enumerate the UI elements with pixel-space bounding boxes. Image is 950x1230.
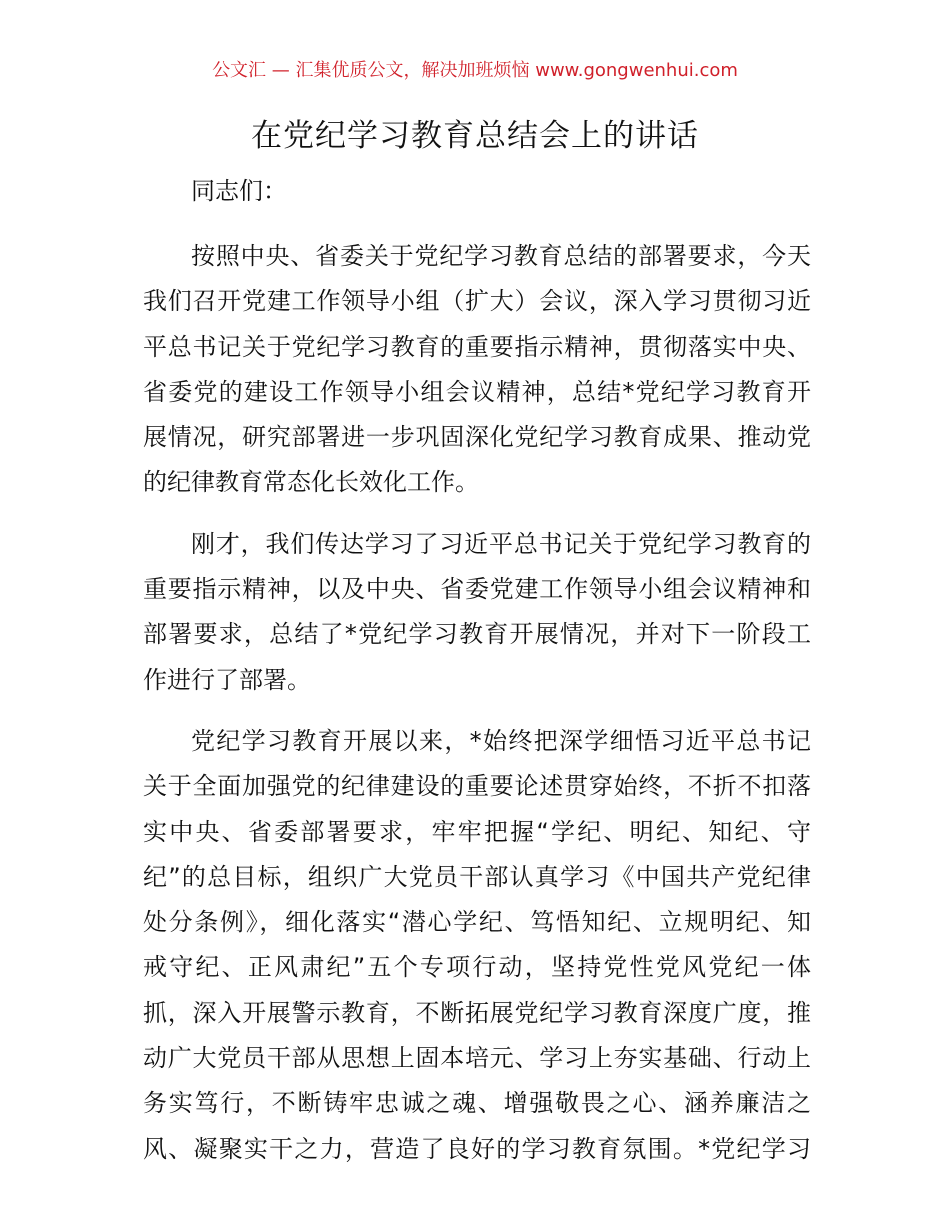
header-watermark: 公文汇 — 汇集优质公文，解决加班烦恼 www.gongwenhui.com [212,60,738,81]
text-line: 部署要求，总结了*党纪学习教育开展情况，并对下一阶段工 [143,620,811,649]
text-line: 省委党的建设工作领导小组会议精神，总结*党纪学习教育开 [143,377,811,406]
text-line: 党纪学习教育开展以来，*始终把深学细悟习近平总书记 [191,726,811,755]
text-line: 刚才，我们传达学习了习近平总书记关于党纪学习教育的 [191,529,811,558]
text-line: 关于全面加强党的纪律建设的重要论述贯穿始终，不折不扣落 [143,772,811,801]
text-line: 戒守纪、正风肃纪”五个专项行动，坚持党性党风党纪一体 [143,953,811,982]
text-line: 抓，深入开展警示教育，不断拓展党纪学习教育深度广度，推 [143,998,811,1027]
text-line: 实中央、省委部署要求，牢牢把握“学纪、明纪、知纪、守 [143,817,811,846]
text-line: 作进行了部署。 [143,665,311,694]
paragraph-2 [143,522,811,703]
text-line: 展情况，研究部署进一步巩固深化党纪学习教育成果、推动党 [143,423,811,452]
document-body [143,168,811,1172]
text-line: 动广大党员干部从思想上固本培元、学习上夯实基础、行动上 [143,1044,811,1073]
paragraph-1 [143,234,811,506]
text-line: 的纪律教育常态化长效化工作。 [143,468,479,497]
text-line: 平总书记关于党纪学习教育的重要指示精神，贯彻落实中央、 [143,332,811,361]
text-line: 重要指示精神，以及中央、省委党建工作领导小组会议精神和 [143,575,811,604]
paragraph-gap [143,506,811,522]
text-line: 风、凝聚实干之力，营造了良好的学习教育氛围。*党纪学习 [143,1134,811,1163]
paragraph-gap [143,703,811,719]
paragraph-gap [143,214,811,234]
text-line: 我们召开党建工作领导小组（扩大）会议，深入学习贯彻习近 [143,287,811,316]
text-line: 务实笃行，不断铸牢忠诚之魂、增强敬畏之心、涵养廉洁之 [143,1089,811,1118]
text-line: 处分条例》，细化落实“潜心学纪、笃悟知纪、立规明纪、知 [143,908,811,937]
text-line: 按照中央、省委关于党纪学习教育总结的部署要求，今天 [191,242,811,270]
salutation: 同志们： [191,177,287,205]
page-title: 在党纪学习教育总结会上的讲话 [251,118,699,154]
paragraph-3 [143,719,811,1172]
text-line: 纪”的总目标，组织广大党员干部认真学习《中国共产党纪律 [143,862,811,891]
